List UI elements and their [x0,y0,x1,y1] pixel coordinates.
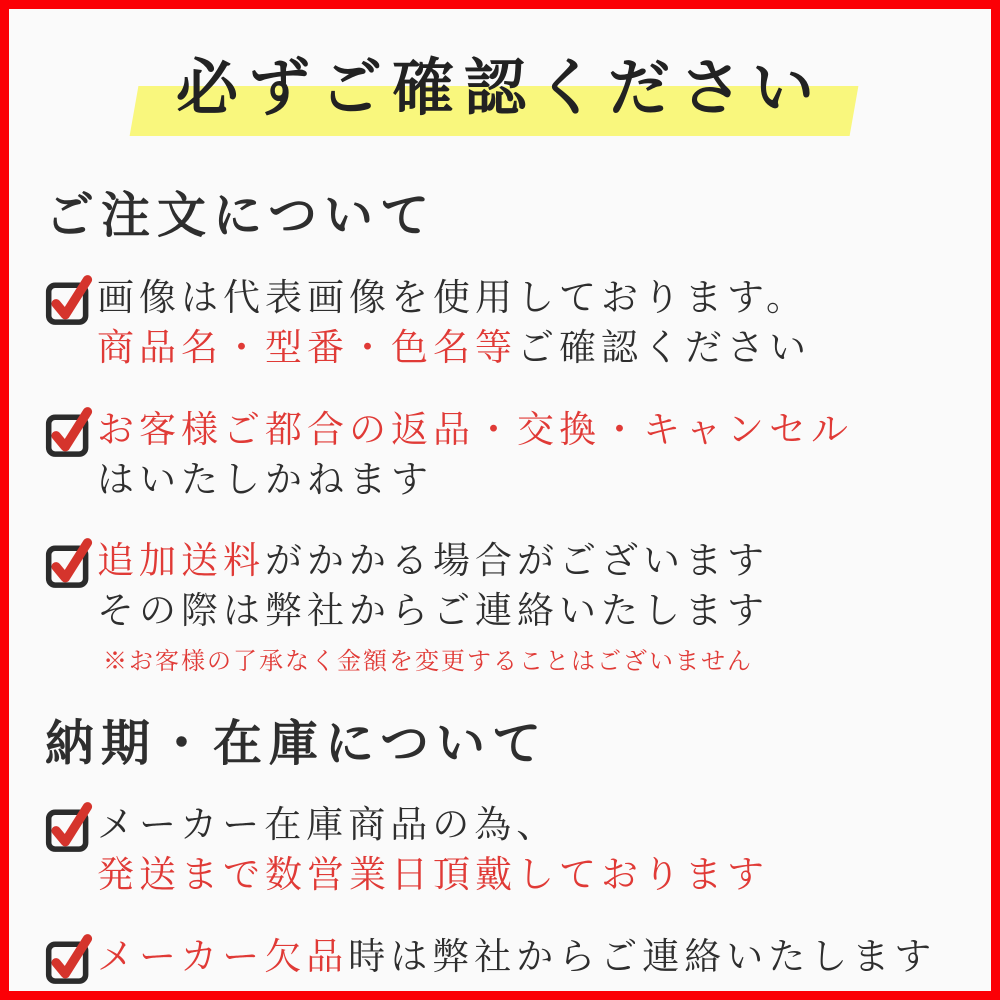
list-item-maker-shortage [45,932,970,986]
item-text-segment: ご確認ください [517,325,811,369]
item-text-line [97,536,769,586]
item-text [97,405,853,505]
item-text-line [97,800,769,850]
item-text-segment-red: メーカー欠品 [97,935,349,979]
checkbox-checked-icon [45,405,93,459]
checkbox-checked-icon [45,536,93,590]
item-text-segment: メーカー在庫商品の為、 [97,803,559,847]
list-item-extra-shipping [45,536,970,677]
title-banner [0,0,1000,150]
item-text-segment-red: お客様ご都合の返品・交換・キャンセル [97,407,853,451]
checkbox-checked-icon [45,932,93,986]
section-order [0,184,1000,678]
item-text-line [97,405,853,455]
item-text-segment-red: 商品名・型番・色名等 [97,325,517,369]
list-item-maker-stock [45,800,970,900]
item-text-segment: 画像は代表画像を使用しております。 [97,275,809,319]
item-text [97,800,769,900]
checkbox-checked-icon [45,273,93,327]
list-item-representative-image [45,273,970,373]
item-text-line [97,455,853,505]
section-delivery [0,712,1000,987]
section-order-heading: ご注文について [45,186,437,244]
item-text-line [97,586,769,636]
item-text-segment-red: 発送まで数営業日頂戴しております [97,853,769,897]
item-text-segment: はいたしかねます [97,457,433,501]
item-text-segment-red: 追加送料 [97,539,265,583]
item-text-line [97,273,811,323]
checkbox-checked-icon [45,800,93,854]
item-text [97,273,811,373]
section-delivery-heading: 納期・在庫について [45,713,549,772]
item-text-segment: その際は弊社からご連絡いたします [97,589,769,633]
item-text-line [97,850,769,900]
page-title: 必ずご確認ください [175,51,824,124]
item-note: ※お客様の了承なく金額を変更することはございません [103,647,753,676]
item-text-line [97,323,811,373]
item-text-segment: がかかる場合がございます [265,539,769,583]
list-item-returns [45,405,970,505]
item-text-segment: 時は弊社からご連絡いたします [348,935,937,979]
item-text [97,932,936,982]
item-text [97,536,769,677]
item-text-line [97,932,936,982]
